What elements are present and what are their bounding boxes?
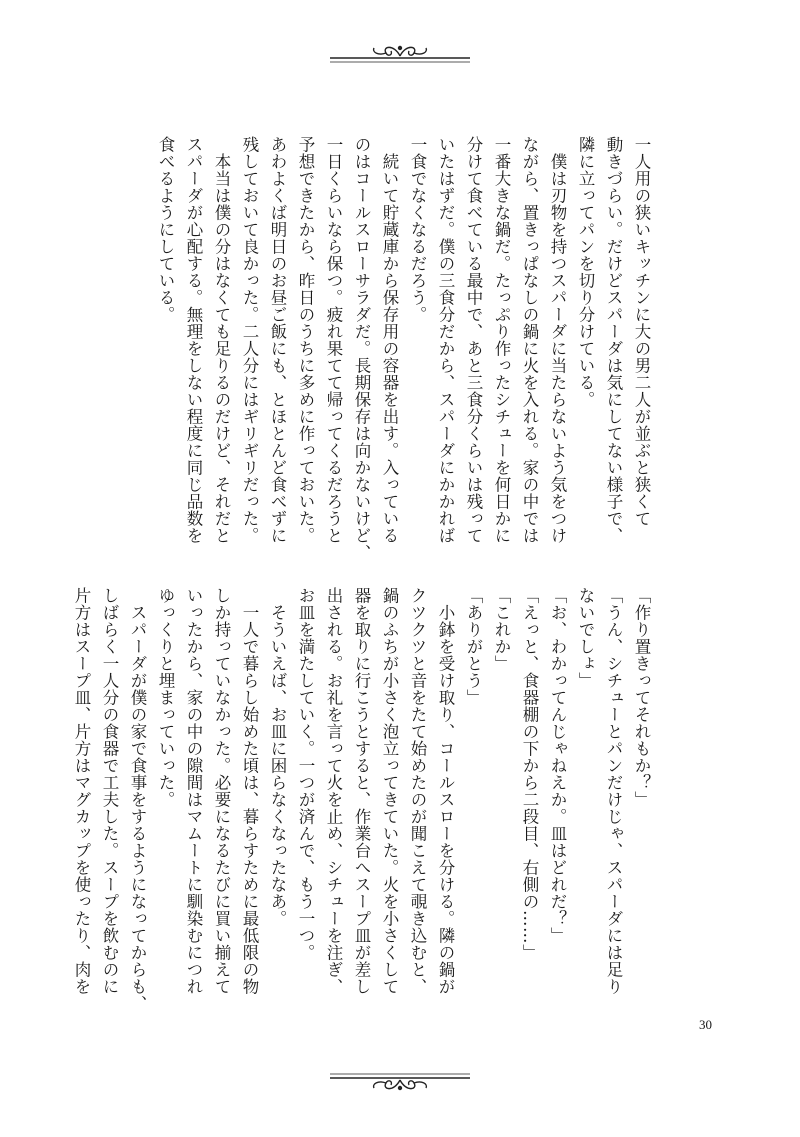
bottom-ornament-divider: [330, 1068, 470, 1096]
top-ornament-divider: [330, 40, 470, 68]
text-line: いたはずだ。僕の三食分だから、スパーダにかかれば: [436, 136, 455, 544]
text-line: 出される。お礼を言って火を止め、シチューを注ぎ、: [324, 587, 343, 995]
lower-text-block: [72, 587, 655, 1027]
text-line: のはコールスローサラダだ。長期保存は向かないけど、: [352, 136, 371, 561]
text-line: 「えっと、食器棚の下から二段目、右側の……」: [520, 587, 539, 961]
text-line: あわよくば明日のお昼ご飯にも、とほとんど食べずに: [268, 136, 287, 544]
text-line: 片方はスープ皿、片方はマグカップを使ったり、肉を: [72, 587, 91, 995]
text-line: 残しておいて良かった。二人分にはギリギリだった。: [240, 136, 259, 544]
text-line: 一番大きな鍋だ。たっぷり作ったシチューを何日かに: [492, 136, 511, 544]
text-line: 続いて貯蔵庫から保存用の容器を出す。入っている: [380, 136, 399, 544]
text-line: 「お、わかってんじゃねえか。皿はどれだ？」: [548, 587, 567, 944]
text-line: 分けて食べている最中で、あと三食分くらいは残って: [464, 136, 483, 544]
text-line: 「うん、シチューとパンだけじゃ、スパーダには足り: [604, 587, 623, 995]
text-line: 本当は僕の分はなくても足りるのだけど、それだと: [212, 136, 231, 544]
text-line: 「これか」: [492, 587, 511, 672]
text-line: 「作り置きってそれもか？」: [632, 587, 651, 808]
page-number: 30: [699, 1017, 712, 1032]
text-line: 一食でなくなるだろう。: [408, 136, 427, 323]
text-line: しばらく一人分の食器で工夫した。スープを飲むのに: [100, 587, 119, 995]
text-line: 僕は刃物を持つスパーダに当たらないよう気をつけ: [548, 136, 567, 544]
text-line: 小鉢を受け取り、コールスローを分ける。隣の鍋が: [436, 587, 455, 995]
text-line: そういえば、お皿に困らなくなったなあ。: [268, 587, 287, 927]
text-line: ないでしょ」: [576, 587, 595, 689]
text-line: 一人で暮らし始めた頃は、暮らすために最低限の物: [240, 587, 259, 995]
text-line: スパーダが僕の家で食事をするようになってからも、: [128, 587, 147, 1012]
text-line: 隣に立ってパンを切り分けている。: [576, 136, 595, 408]
text-line: お皿を満たしていく。一つが済んで、もう一つ。: [296, 587, 315, 961]
text-line: 動きづらい。だけどスパーダは気にしてない様子で、: [604, 136, 623, 544]
text-line: 「ありがとう」: [464, 587, 483, 706]
text-line: クツクツと音をたて始めたのが聞こえて覗き込むと、: [408, 587, 427, 995]
text-line: スパーダが心配する。無理をしない程度に同じ品数を: [184, 136, 203, 544]
upper-text-block: [135, 136, 655, 568]
text-line: 一日くらいなら保つ。疲れ果てて帰ってくるだろうと: [324, 136, 343, 544]
text-line: 食べるようにしている。: [156, 136, 175, 323]
text-line: 鍋のふちが小さく泡立ってきていた。火を小さくして: [380, 587, 399, 995]
text-line: 器を取りに行こうとすると、作業台へスープ皿が差し: [352, 587, 371, 995]
text-line: しか持っていなかった。必要になるたびに買い揃えて: [212, 587, 231, 995]
text-line: ながら、置きっぱなしの鍋に火を入れる。家の中では: [520, 136, 539, 544]
text-line: ゆっくりと埋まっていった。: [156, 587, 175, 808]
text-line: 一人用の狭いキッチンに大の男二人が並ぶと狭くて: [632, 136, 651, 527]
text-line: いったから、家の中の隙間はマムートに馴染むにつれ: [184, 587, 203, 995]
text-line: 予想できたから、昨日のうちに多めに作っておいた。: [296, 136, 315, 544]
